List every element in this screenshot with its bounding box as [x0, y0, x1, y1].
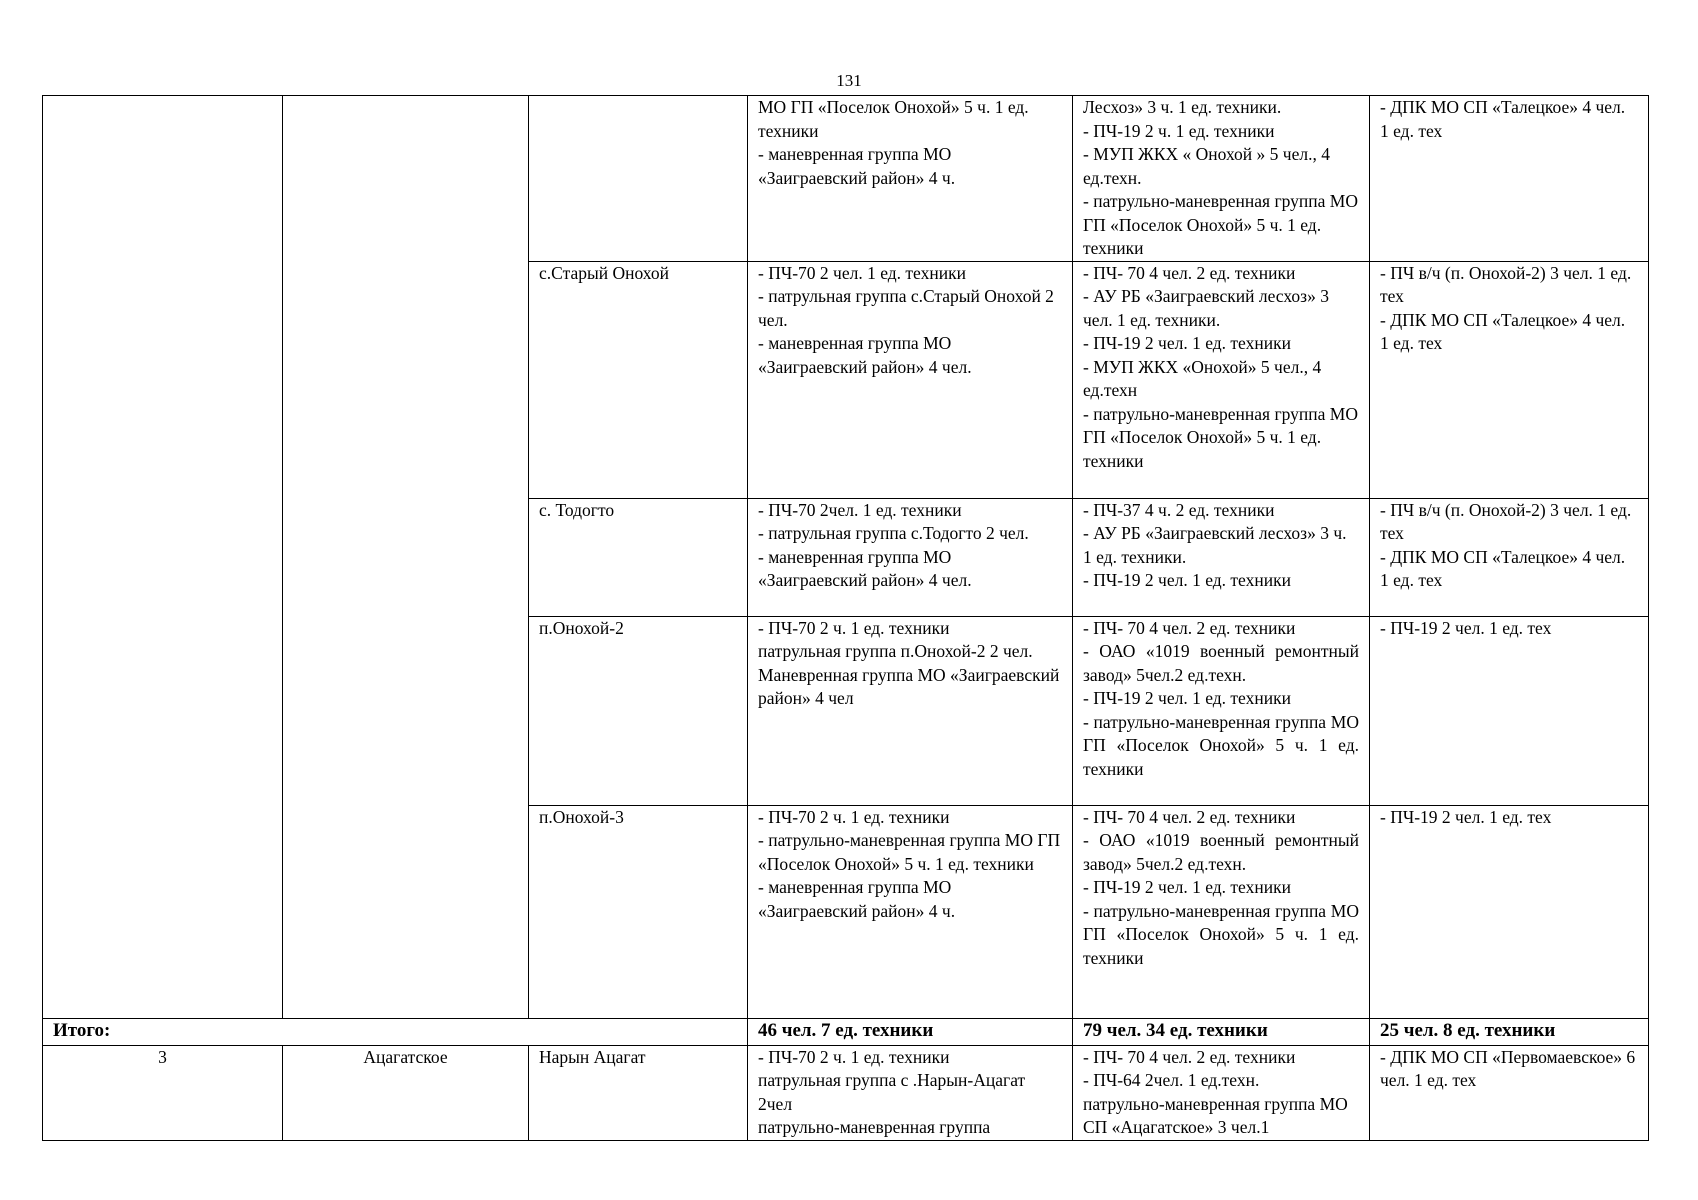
forces-secondary-cell: - ПЧ-37 4 ч. 2 ед. техники - АУ РБ «Заиграевский лесхоз» 3 ч. 1 ед. техники. - ПЧ-19 2 чел. 1 ед. техники	[1073, 498, 1370, 616]
forces-primary-cell: - ПЧ-70 2 чел. 1 ед. техники - патрульная группа с.Старый Онохой 2 чел. - маневренная группа МО «Заиграевский район» 4 чел.	[748, 261, 1073, 498]
forces-reserve-cell: - ПЧ в/ч (п. Онохой-2) 3 чел. 1 ед. тех - ДПК МО СП «Талецкое» 4 чел. 1 ед. тех	[1370, 261, 1649, 498]
total-forces-primary: 46 чел. 7 ед. техники	[748, 1018, 1073, 1045]
settlement-cell: с. Тодогто	[529, 498, 748, 616]
forces-primary-cell: - ПЧ-70 2чел. 1 ед. техники - патрульная группа с.Тодогто 2 чел. - маневренная группа МО «Заиграевский район» 4 чел.	[748, 498, 1073, 616]
settlement-cell: с.Старый Онохой	[529, 261, 748, 498]
forces-primary-cell: - ПЧ-70 2 ч. 1 ед. техники - патрульно-маневренная группа МО ГП «Поселок Онохой» 5 ч. 1 ед. техники - маневренная группа МО «Заиграевский район» 4 ч.	[748, 805, 1073, 1018]
forces-reserve-cell: - ПЧ в/ч (п. Онохой-2) 3 чел. 1 ед. тех - ДПК МО СП «Талецкое» 4 чел. 1 ед. тех	[1370, 498, 1649, 616]
forces-secondary-cell: - ПЧ- 70 4 чел. 2 ед. техники - ПЧ-64 2чел. 1 ед.техн. патрульно-маневренная группа МО СП «Ацагатское» 3 чел.1	[1073, 1045, 1370, 1140]
forces-secondary-cell: Лесхоз» 3 ч. 1 ед. техники. - ПЧ-19 2 ч. 1 ед. техники - МУП ЖКХ « Онохой » 5 чел., 4 ед.техн. - патрульно-маневренная группа МО ГП «Поселок Онохой» 5 ч. 1 ед. техники	[1073, 96, 1370, 262]
number-cell-merged	[43, 96, 283, 1019]
forces-table	[42, 95, 1649, 1141]
forces-reserve-cell: - ДПК МО СП «Первомаевское» 6 чел. 1 ед. тех	[1370, 1045, 1649, 1140]
forces-primary-cell: - ПЧ-70 2 ч. 1 ед. техники патрульная группа п.Онохой-2 2 чел. Маневренная группа МО «Заиграевский район» 4 чел	[748, 616, 1073, 805]
total-row	[43, 1018, 1649, 1045]
forces-reserve-cell: - ПЧ-19 2 чел. 1 ед. тех	[1370, 805, 1649, 1018]
number-cell: 3	[43, 1045, 283, 1140]
table-row	[43, 1045, 1649, 1140]
municipality-cell-merged	[283, 96, 529, 1019]
forces-secondary-cell: - ПЧ- 70 4 чел. 2 ед. техники - ОАО «1019 военный ремонтный завод» 5чел.2 ед.техн. - ПЧ-19 2 чел. 1 ед. техники - патрульно-маневренная группа МО ГП «Поселок Онохой» 5 ч. 1 ед. техники	[1073, 616, 1370, 805]
forces-secondary-cell: - ПЧ- 70 4 чел. 2 ед. техники - АУ РБ «Заиграевский лесхоз» 3 чел. 1 ед. техники. - ПЧ-19 2 чел. 1 ед. техники - МУП ЖКХ «Онохой» 5 чел., 4 ед.техн - патрульно-маневренная группа МО ГП «Поселок Онохой» 5 ч. 1 ед. техники	[1073, 261, 1370, 498]
total-forces-secondary: 79 чел. 34 ед. техники	[1073, 1018, 1370, 1045]
total-forces-reserve: 25 чел. 8 ед. техники	[1370, 1018, 1649, 1045]
forces-reserve-cell: - ПЧ-19 2 чел. 1 ед. тех	[1370, 616, 1649, 805]
table-row	[43, 96, 1649, 262]
total-label: Итого:	[43, 1018, 748, 1045]
settlement-cell: Нарын Ацагат	[529, 1045, 748, 1140]
forces-primary-cell: - ПЧ-70 2 ч. 1 ед. техники патрульная группа с .Нарын-Ацагат 2чел патрульно-маневренная группа	[748, 1045, 1073, 1140]
forces-reserve-cell: - ДПК МО СП «Талецкое» 4 чел. 1 ед. тех	[1370, 96, 1649, 262]
settlement-cell	[529, 96, 748, 262]
forces-primary-cell: МО ГП «Поселок Онохой» 5 ч. 1 ед. техники - маневренная группа МО «Заиграевский район» 4 ч.	[748, 96, 1073, 262]
settlement-cell: п.Онохой-3	[529, 805, 748, 1018]
page-number: 131	[836, 71, 862, 90]
settlement-cell: п.Онохой-2	[529, 616, 748, 805]
municipality-cell: Ацагатское	[283, 1045, 529, 1140]
forces-secondary-cell: - ПЧ- 70 4 чел. 2 ед. техники - ОАО «1019 военный ремонтный завод» 5чел.2 ед.техн. - ПЧ-19 2 чел. 1 ед. техники - патрульно-маневренная группа МО ГП «Поселок Онохой» 5 ч. 1 ед. техники	[1073, 805, 1370, 1018]
